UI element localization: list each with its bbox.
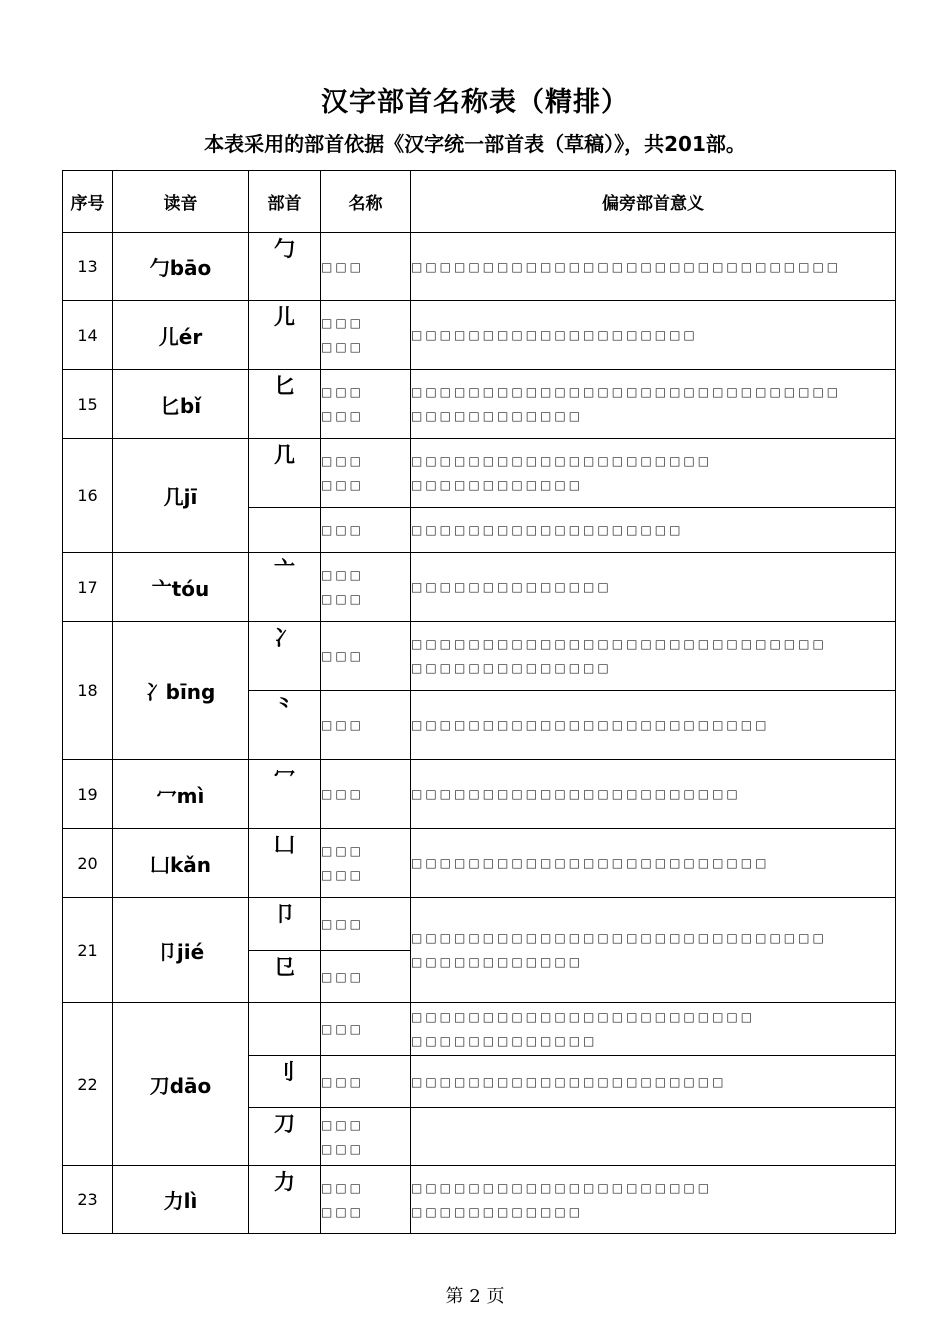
page-subtitle: 本表采用的部首依据《汉字统一部首表（草稿）》，共201部。: [204, 132, 746, 156]
name-cell: □□□ □□□: [321, 1166, 411, 1234]
meaning-cell: □□□□□□□□□□□□□□□□□□□□□□□□□□□□□□ □□□□□□□□□□□□: [411, 370, 896, 439]
name-cell: □□□ □□□: [321, 829, 411, 898]
reading-cell: 冖mì: [113, 760, 249, 829]
col-header-meaning: 偏旁部首意义: [411, 171, 896, 233]
meaning-cell: □□□□□□□□□□□□□□: [411, 553, 896, 622]
row-number: 21: [63, 898, 113, 1003]
reading-cell: 儿ér: [113, 301, 249, 370]
name-cell: □□□ □□□: [321, 439, 411, 508]
meaning-cell: □□□□□□□□□□□□□□□□□□□□□□□: [411, 760, 896, 829]
reading-cell: 力lì: [113, 1166, 249, 1234]
page-title: 汉字部首名称表（精排）: [321, 87, 629, 118]
meaning-cell: □□□□□□□□□□□□□□□□□□□□□□□□□: [411, 829, 896, 898]
name-cell: □□□ □□□: [321, 370, 411, 439]
table-row: [63, 1166, 896, 1234]
name-cell: □□□: [321, 622, 411, 691]
name-cell: □□□: [321, 951, 411, 1003]
radical-cell: 㔾: [249, 951, 321, 1003]
table-row: [63, 829, 896, 898]
radical-cell: [249, 508, 321, 553]
table-row: [63, 553, 896, 622]
reading-cell: 勹bāo: [113, 233, 249, 301]
reading-cell: 卩jié: [113, 898, 249, 1003]
radical-cell: 力: [249, 1166, 321, 1234]
meaning-cell: [411, 1108, 896, 1166]
reading-cell: 冫bīng: [113, 622, 249, 760]
radical-cell: 冖: [249, 760, 321, 829]
table-row: [63, 622, 896, 691]
meaning-cell: □□□□□□□□□□□□□□□□□□□□□□□□□: [411, 691, 896, 760]
row-number: 23: [63, 1166, 113, 1234]
table-row: [63, 301, 896, 370]
col-header-name: 名称: [321, 171, 411, 233]
row-number: 14: [63, 301, 113, 370]
meaning-cell: □□□□□□□□□□□□□□□□□□□□□□□□ □□□□□□□□□□□□□: [411, 1003, 896, 1056]
name-cell: □□□: [321, 508, 411, 553]
meaning-cell: □□□□□□□□□□□□□□□□□□□□□□□□□□□□□□: [411, 233, 896, 301]
name-cell: □□□: [321, 1003, 411, 1056]
col-header-radical: 部首: [249, 171, 321, 233]
row-number: 15: [63, 370, 113, 439]
row-number: 16: [63, 439, 113, 553]
table-row: [63, 370, 896, 439]
table-row: [63, 898, 896, 951]
meaning-cell: □□□□□□□□□□□□□□□□□□□□□□: [411, 1056, 896, 1108]
table-row: [63, 233, 896, 301]
col-header-number: 序号: [63, 171, 113, 233]
meaning-cell: □□□□□□□□□□□□□□□□□□□: [411, 508, 896, 553]
name-cell: □□□ □□□: [321, 1108, 411, 1166]
page-number: 第 2 页: [445, 1286, 505, 1307]
row-number: 19: [63, 760, 113, 829]
table-row: [63, 760, 896, 829]
row-number: 22: [63, 1003, 113, 1166]
reading-cell: 亠tóu: [113, 553, 249, 622]
meaning-cell: □□□□□□□□□□□□□□□□□□□□□□□□□□□□□ □□□□□□□□□□□□□□: [411, 622, 896, 691]
row-number: 13: [63, 233, 113, 301]
radical-table: [62, 170, 896, 1234]
radical-cell: ⺀: [249, 691, 321, 760]
radical-cell: 匕: [249, 370, 321, 439]
reading-cell: 几jī: [113, 439, 249, 553]
table-row: [63, 439, 896, 508]
name-cell: □□□: [321, 233, 411, 301]
col-header-reading: 读音: [113, 171, 249, 233]
radical-cell: 凵: [249, 829, 321, 898]
row-number: 18: [63, 622, 113, 760]
name-cell: □□□: [321, 898, 411, 951]
radical-cell: 儿: [249, 301, 321, 370]
meaning-cell: □□□□□□□□□□□□□□□□□□□□□ □□□□□□□□□□□□: [411, 1166, 896, 1234]
radical-cell: 几: [249, 439, 321, 508]
meaning-cell: □□□□□□□□□□□□□□□□□□□□□ □□□□□□□□□□□□: [411, 439, 896, 508]
radical-cell: 卩: [249, 898, 321, 951]
radical-cell: 亠: [249, 553, 321, 622]
row-number: 20: [63, 829, 113, 898]
radical-cell: 勹: [249, 233, 321, 301]
table-row: [63, 1003, 896, 1056]
meaning-cell: □□□□□□□□□□□□□□□□□□□□□□□□□□□□□ □□□□□□□□□□□□: [411, 898, 896, 1003]
name-cell: □□□ □□□: [321, 553, 411, 622]
reading-cell: 匕bǐ: [113, 370, 249, 439]
row-number: 17: [63, 553, 113, 622]
name-cell: □□□ □□□: [321, 301, 411, 370]
radical-cell: 刂: [249, 1056, 321, 1108]
name-cell: □□□: [321, 1056, 411, 1108]
reading-cell: 刀dāo: [113, 1003, 249, 1166]
radical-cell: 刀: [249, 1108, 321, 1166]
reading-cell: 凵kǎn: [113, 829, 249, 898]
name-cell: □□□: [321, 760, 411, 829]
radical-cell: [249, 1003, 321, 1056]
name-cell: □□□: [321, 691, 411, 760]
meaning-cell: □□□□□□□□□□□□□□□□□□□□: [411, 301, 896, 370]
radical-cell: 冫: [249, 622, 321, 691]
